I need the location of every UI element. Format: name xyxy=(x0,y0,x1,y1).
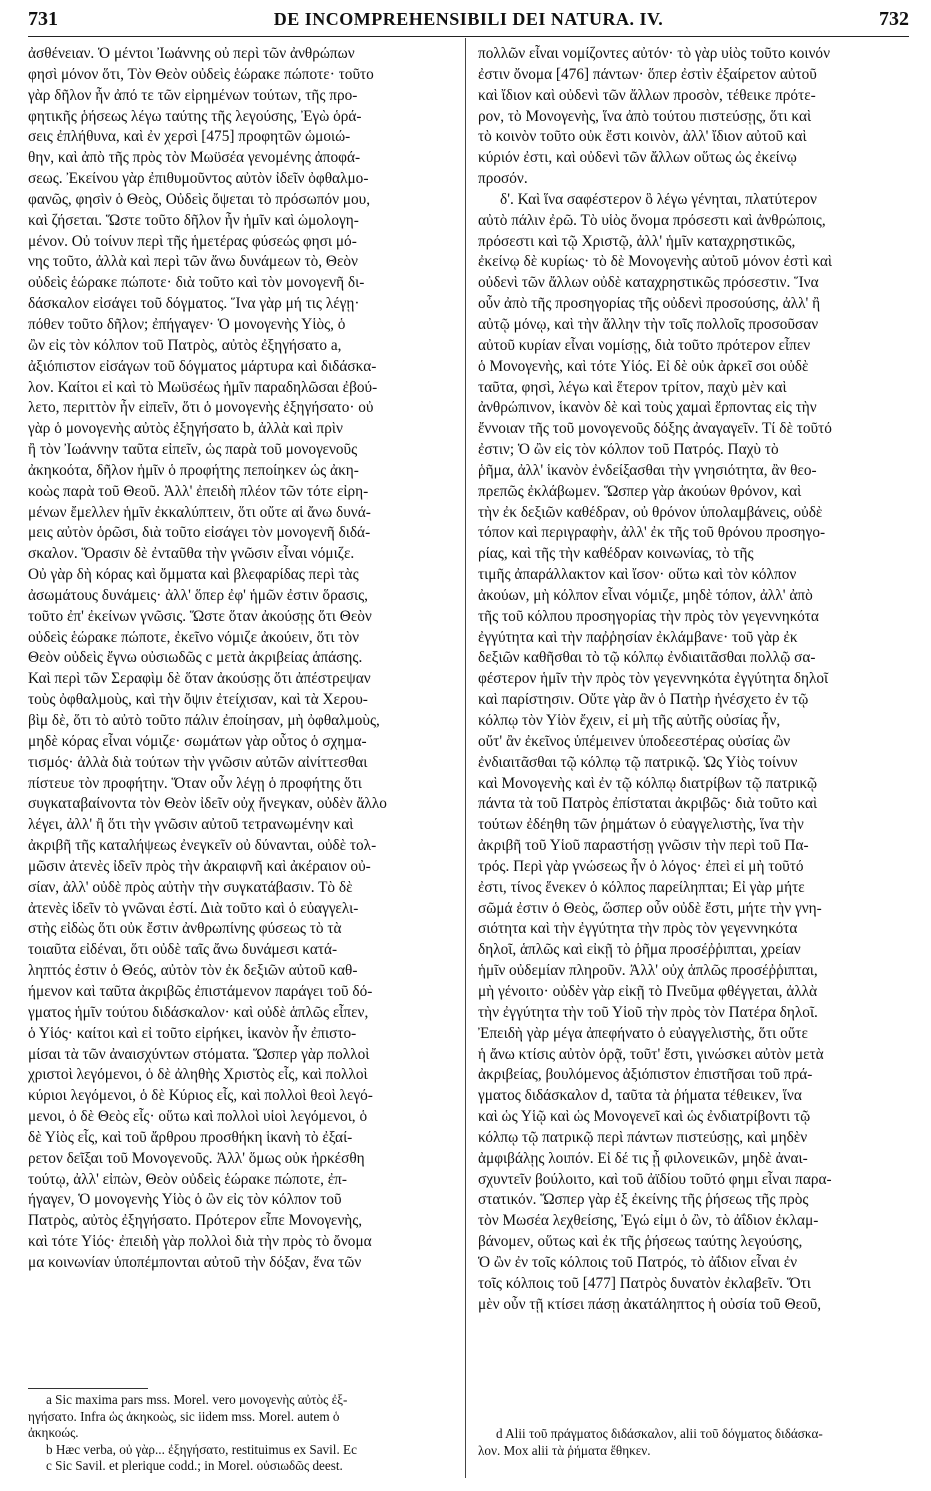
text-line: ἐγγύτητα καὶ τὴν παῤῥησίαν ἐκλάμβανε· τοῦ γὰρ ἐκ xyxy=(478,628,798,646)
text-line: οὔτ' ἂν ἐκεῖνος ὑπέμεινεν ὑποδεεστέρας οὐσίας ὢν xyxy=(478,732,791,750)
text-line: τούτων ἐδέηθη τῶν ῥημάτων ὁ εὐαγγελιστὴς, ἵνα τὴν xyxy=(478,816,804,834)
footnote-line: ηγήσατο. Infra ὡς ἀκηκοὼς, sic iidem mss. Morel. autem ὁ xyxy=(28,1408,340,1424)
text-line: τὸ κοινὸν τοῦτο οὐκ ἔστι κοινὸν, ἀλλ' ἴδιον αὐτοῦ καὶ xyxy=(478,128,807,146)
text-line: μένον. Οὐ τοίνυν περὶ τῆς ἡμετέρας φύσεώς φησι μό- xyxy=(28,232,357,250)
text-line: τοῦτο ἐπ' ἐκείνων γνῶσις. Ὥστε ὅταν ἀκούσῃς ὅτι Θεὸν xyxy=(28,607,372,625)
text-line: οὐδεὶς ἑώρακε πώποτε· διὰ τοῦτο καὶ τὸν μονογενῆ δι- xyxy=(28,274,365,292)
text-line: στὴς εἰδὼς ὅτι οὐκ ἔστιν ἀνθρωπίνης φύσεως τὸ τὰ xyxy=(28,920,342,938)
text-line: ἡμῖν οὐδεμίαν πληροῦν. Ἀλλ' οὐχ ἁπλῶς προσέῤῥιπται, xyxy=(478,962,818,980)
text-line: Οὐ γὰρ δὴ κόρας καὶ ὄμματα καὶ βλεφαρίδας περὶ τὰς xyxy=(28,566,359,584)
text-line: λέγει, ἀλλ' ἢ ὅτι τὴν γνῶσιν αὐτοῦ τετρανωμένην καὶ xyxy=(28,816,354,834)
text-line: ἔννοιαν τῆς τοῦ μονογενοῦς δόξης ἀναγαγεῖν. Τί δὲ τοῦτό xyxy=(478,420,832,438)
text-line: ἐστιν ὄνομα [476] πάντων· ὅπερ ἐστὶν ἐξαίρετον αὐτοῦ xyxy=(478,65,817,83)
text-line: νης τοῦτο, ἀλλὰ καὶ περὶ τῶν ἄνω δυνάμεων τὸ, Θεὸν xyxy=(28,253,358,271)
text-line: φησὶ μόνον ὅτι, Τὸν Θεὸν οὐδεὶς ἑώρακε πώποτε· τοῦτο xyxy=(28,65,374,83)
text-line: Θεὸν οὐδεὶς ἔγνω οὐσιωδῶς c μετὰ ἀκριβείας ἁπάσης. xyxy=(28,649,363,667)
text-line: πόθεν τοῦτο δῆλον; ἐπήγαγεν· Ὁ μονογενὴς Υἱὸς, ὁ xyxy=(28,315,346,333)
text-line: ἀκούων, μὴ κόλπον εἶναι νόμιζε, μηδὲ τόπον, ἀλλ' ἀπὸ xyxy=(478,586,813,604)
text-line: βάνομεν, οὕτως καὶ ἐκ τῆς ῥήσεως ταύτης λεγούσης, xyxy=(478,1233,803,1251)
page-number-right: 732 xyxy=(879,7,909,30)
text-line: ταῦτα, φησὶ, λέγω καὶ ἕτερον τρίτον, παχὺ μὲν καὶ xyxy=(478,378,787,396)
text-line: ἐκείνῳ δὲ κυρίως· τὸ δὲ Μονογενὴς αὐτοῦ μόνον ἐστὶ καὶ xyxy=(478,253,833,271)
text-line: δ'. Καὶ ἵνα σαφέστερον ὃ λέγω γένηται, πλατύτερον xyxy=(500,190,817,208)
text-line: ἀκηκοότα, δῆλον ἡμῖν ὁ προφήτης πεποίηκεν ὡς ἀκη- xyxy=(28,461,359,479)
text-line: δηλοῖ, ἁπλῶς καὶ εἰκῇ τὸ ῥῆμα προσέῤῥιπται, χρείαν xyxy=(478,941,801,959)
page-number-left: 731 xyxy=(28,7,58,30)
text-line: ἀκριβῆ τῆς καταλήψεως ἐνεγκεῖν οὐ δύνανται, οὐδὲ τολ- xyxy=(28,837,377,855)
text-line: Ἐπειδὴ γὰρ μέγα ἀπεφήνατο ὁ εὐαγγελιστὴς, ὅτι οὔτε xyxy=(478,1024,808,1042)
text-line: θην, καὶ ἀπὸ τῆς πρὸς τὸν Μωϋσέα γενομένης ἀποφά- xyxy=(28,149,361,167)
text-line: σῶμά ἐστιν ὁ Θεὸς, ὥσπερ οὖν οὐδὲ ἔστι, μήτε τὴν γνη- xyxy=(478,899,822,917)
footnote-line: b Hæc verba, οὐ γὰρ... ἐξηγήσατο, restituimus ex Savil. Ec xyxy=(46,1441,357,1457)
text-line: μηδὲ κόρας εἶναι νόμιζε· σωμάτων γὰρ οὗτος ὁ σχημα- xyxy=(28,732,367,750)
text-line: τοιαῦτα εἰδέναι, ὅτι οὐδὲ ταῖς ἄνω δυνάμεσι κατά- xyxy=(28,941,338,959)
text-line: Καὶ περὶ τῶν Σεραφὶμ δὲ ὅταν ἀκούσῃς ὅτι ἀπέστρεψαν xyxy=(28,670,371,688)
text-line: ῥῆμα, ἀλλ' ἱκανὸν ἐνδείξασθαι τὴν γνησιότητα, ἂν θεο- xyxy=(478,461,817,479)
text-line: μενοι, ὁ δὲ Θεὸς εἷς· οὕτω καὶ πολλοὶ υἱοὶ λεγόμενοι, ὁ xyxy=(28,1108,368,1126)
text-line: ἐστι, τίνος ἕνεκεν ὁ κόλπος παρείληπται; Εἰ γὰρ μήτε xyxy=(478,878,805,896)
text-line: τούτῳ, ἀλλ' εἰπὼν, Θεὸν οὐδεὶς ἑώρακε πώποτε, ἐπ- xyxy=(28,1170,347,1188)
text-line: κύριοι λεγόμενοι, ὁ δὲ Κύριος εἷς, καὶ πολλοὶ θεοὶ λεγό- xyxy=(28,1087,373,1105)
text-line: φανῶς, φησὶν ὁ Θεὸς, Οὐδεὶς ὄψεται τὸ πρόσωπόν μου, xyxy=(28,190,371,208)
text-line: ἀσωμάτους δυνάμεις· ἀλλ' ὅπερ ἐφ' ἡμῶν ἐστιν ὅρασις, xyxy=(28,586,368,604)
text-line: οὐδενὶ τῶν ἄλλων οὐδὲ καταχρηστικῶς πρόσεστιν. Ἵνα xyxy=(478,274,819,292)
text-line: γματος ἡμῖν τούτου διδάσκαλον· καὶ οὐδὲ ἁπλῶς εἶπεν, xyxy=(28,1003,369,1021)
text-line: φητικῆς ῥήσεως λέγω ταύτης τῆς λεγούσης, Ἐγὼ ὁρά- xyxy=(28,107,362,125)
header-rule xyxy=(28,36,909,37)
text-line: καὶ τότε Υἱός· ἐπειδὴ γὰρ πολλοὶ διὰ τὴν πρὸς τὸ ὄνομα xyxy=(28,1233,372,1251)
text-line: γὰρ δῆλον ἦν ἀπό τε τῶν εἰρημένων τούτων, τῆς προ- xyxy=(28,86,358,104)
text-line: φέστερον ἡμῖν τὴν πρὸς τὸν γεγεννηκότα ἐγγύτητα δηλοῖ xyxy=(478,670,829,688)
text-line: κόλπῳ τῷ πατρικῷ περὶ πάντων πιστεύσῃς, καὶ μηδὲν xyxy=(478,1128,808,1146)
text-line: μῶσιν ἀτενὲς ἰδεῖν πρὸς τὴν ἀκραιφνῆ καὶ ἀκέραιον οὐ- xyxy=(28,857,371,875)
text-line: μένων ἔμελλεν ἡμῖν ἐκκαλύπτειν, ὅτι οὔτε αἱ ἄνω δυνά- xyxy=(28,503,371,521)
text-line: βὶμ δὲ, ὅτι τὸ αὐτὸ τοῦτο πάλιν ἐποίησαν, μὴ ὀφθαλμοὺς, xyxy=(28,712,380,729)
text-line: Ὁ ὢν ἐν τοῖς κόλποις τοῦ Πατρός, τὸ ἀΐδιον εἶναι ἐν xyxy=(478,1253,798,1271)
text-line: ἢ τὸν Ἰωάννην ταῦτα εἰπεῖν, ὡς παρὰ τοῦ μονογενοῦς xyxy=(28,441,358,459)
text-line: ρετον δεῖξαι τοῦ Μονογενοῦς. Ἀλλ' ὅμως οὐκ ἠρκέσθη xyxy=(28,1149,365,1167)
text-line: κύριόν ἐστι, καὶ οὐδενὶ τῶν ἄλλων οὕτως ὡς ἐκείνῳ xyxy=(478,149,797,167)
text-line: ἀτενὲς ἰδεῖν τὸ γνῶναι ἐστί. Διὰ τοῦτο καὶ ὁ εὐαγγελι- xyxy=(28,899,359,917)
text-line: τὴν ἐγγύτητα τὴν τοῦ Υἱοῦ τὴν πρὸς τὸν Πατέρα δηλοῖ. xyxy=(478,1003,818,1021)
text-line: πάντα τὰ τοῦ Πατρὸς ἐπίσταται ἀκριβῶς· διὰ τοῦτο καὶ xyxy=(478,795,818,813)
text-line: δάσκαλον εἰσάγει τοῦ δόγματος. Ἵνα γὰρ μή τις λέγῃ· xyxy=(28,295,360,313)
text-line: τρός. Περὶ γὰρ γνώσεως ἦν ὁ λόγος· ἐπεὶ εἰ μὴ τοῦτό xyxy=(478,857,804,875)
right-column xyxy=(478,44,905,1315)
text-line: αὐτοῦ κυρίαν εἶναι νομίσῃς, διὰ τοῦτο πρότερον εἶπεν xyxy=(478,336,811,354)
footnote-line: c Sic Savil. et plerique codd.; in Morel. οὐσιωδῶς deest. xyxy=(46,1458,343,1473)
text-line: ἀξιόπιστον εἰσάγων τοῦ δόγματος μάρτυρα καὶ διδάσκα- xyxy=(28,357,377,375)
text-line: ἡ ἄνω κτίσις αὐτὸν ὁρᾷ, τοῦτ' ἔστι, γινώσκει αὐτὸν μετὰ xyxy=(478,1045,824,1063)
text-line: τῆς τοῦ κόλπου προσηγορίας τὴν πρὸς τὸν γεγεννηκότα xyxy=(478,607,819,625)
text-line: σίαν, ἀλλ' οὐδὲ πρὸς αὐτὴν τὴν συγκατάβασιν. Τὸ δὲ xyxy=(28,878,353,896)
text-line: ἀνθρώπινον, ἱκανὸν δὲ καὶ τοὺς χαμαὶ ἕρποντας εἰς τὴν xyxy=(478,399,817,417)
text-line: χριστοὶ λεγόμενοι, ὁ δὲ ἀληθὴς Χριστὸς εἷς, καὶ πολλοὶ xyxy=(28,1066,368,1084)
footnote-rule xyxy=(28,1388,148,1389)
text-line: καὶ παρίστησιν. Οὔτε γὰρ ἂν ὁ Πατὴρ ἠνέσχετο ἐν τῷ xyxy=(478,691,809,709)
text-line: τοῖς κόλποις τοῦ [477] Πατρὸς δυνατὸν ἐκλαβεῖν. Ὅτι xyxy=(478,1274,811,1292)
text-line: πολλῶν εἶναι νομίζοντες αὐτόν· τὸ γὰρ υἱὸς τοῦτο κοινόν xyxy=(478,45,830,62)
text-line: ἐνδιαιτᾶσθαι τῷ κόλπῳ τῷ πατρικῷ. Ὡς Υἱὸς τοίνυν xyxy=(478,753,798,771)
left-column xyxy=(28,44,455,1274)
running-header xyxy=(28,4,909,34)
text-line: κόλπῳ τὸν Υἱὸν ἔχειν, εἰ μὴ τῆς αὐτῆς οὐσίας ἦν, xyxy=(478,712,781,729)
text-line: ὢν εἰς τὸν κόλπον τοῦ Πατρὸς, αὐτὸς ἐξηγήσατο a, xyxy=(28,336,342,354)
text-line: μὴ γένοιτο· οὐδὲν γὰρ εἰκῇ τὸ Πνεῦμα φθέγγεται, ἀλλὰ xyxy=(478,982,818,1000)
text-line: ἀμφιβάλῃς λοιπόν. Εἰ δέ τις ᾖ φιλονεικῶν, μηδὲ ἀναι- xyxy=(478,1149,808,1167)
text-line: δεξιῶν καθῆσθαι τὸ τῷ κόλπῳ ἐνδιαιτᾶσθαι πολλῷ σα- xyxy=(478,649,816,667)
text-line: ρον, τὸ Μονογενὴς, ἵνα ἀπὸ τούτου πιστεύσῃς, ὅτι καὶ xyxy=(478,107,812,125)
text-line: σεως. Ἐκείνου γὰρ ἐπιθυμοῦντος αὐτὸν ἰδεῖν ὀφθαλμο- xyxy=(28,170,369,188)
text-line: ήγαγεν, Ὁ μονογενὴς Υἱὸς ὁ ὢν εἰς τὸν κόλπον τοῦ xyxy=(28,1191,342,1209)
text-line: καὶ Μονογενὴς καὶ ἐν τῷ κόλπῳ διατρίβων τῷ πατρικῷ xyxy=(478,774,818,792)
text-line: σκαλον. Ὅρασιν δὲ ἐνταῦθα τὴν γνῶσιν εἶναι νόμιζε. xyxy=(28,545,355,563)
text-line: ἐστιν; Ὁ ὢν εἰς τὸν κόλπον τοῦ Πατρός. Παχὺ τὸ xyxy=(478,441,779,459)
text-line: πίστευε τὸν προφήτην. Ὅταν οὖν λέγῃ ὁ προφήτης ὅτι xyxy=(28,774,362,792)
text-line: καὶ ἴδιον καὶ οὐδενὶ τῶν ἄλλων προσὸν, τέθεικε πρότε- xyxy=(478,86,816,104)
text-line: μεις αὐτὸν ὁρῶσι, διὰ τοῦτο εἰσάγει τὸν μονογενῆ διδά- xyxy=(28,524,371,542)
text-line: ήμενον καὶ ταῦτα ἀκριβῶς ἐπιστάμενον παράγει τοῦ δό- xyxy=(28,982,373,1000)
text-line: γματος διδάσκαλον d, ταῦτα τὰ ῥήματα τέθεικεν, ἵνα xyxy=(478,1087,802,1105)
text-line: οὐδεὶς ἑώρακε πώποτε, ἐκεῖνο νόμιζε ἀκούειν, ὅτι τὸν xyxy=(28,628,360,646)
text-line: ρίας, καὶ τῆς τὴν καθέδραν κοινωνίας, τὸ τῆς xyxy=(478,545,754,563)
text-line: ληπτός ἐστιν ὁ Θεός, αὐτὸν τὸν ἐκ δεξιῶν αὐτοῦ καθ- xyxy=(28,962,358,980)
text-line: τόπον καὶ περιγραφὴν, ἀλλ' ἐκ τῆς τοῦ θρόνου προσηγο- xyxy=(478,524,826,542)
text-line: αὐτὸ πάλιν ἐρῶ. Τὸ υἱὸς ὄνομα πρόσεστι καὶ ἀνθρώποις, xyxy=(478,211,826,229)
text-line: μα κοινωνίαν ὑποπέμπονται αὐτοῦ τὴν δόξαν, ἕνα τῶν xyxy=(28,1253,362,1271)
text-line: τὴν ἐκ δεξιῶν καθέδραν, οὐ θρόνον ὑπολαμβάνεις, οὐδὲ xyxy=(478,503,823,521)
text-line: πρεπῶς ἐκλάβωμεν. Ὥσπερ γὰρ ἀκούων θρόνον, καὶ xyxy=(478,482,802,500)
footnote-line: ἀκηκοώς. xyxy=(28,1425,79,1440)
text-line: πρόσεστι καὶ τῷ Χριστῷ, ἀλλ' ἡμῖν καταχρηστικῶς, xyxy=(478,232,796,250)
text-line: σιότητα καὶ τὴν ἐγγύτητα τὴν πρὸς τὸν γεγεννηκότα xyxy=(478,920,798,938)
left-footnotes xyxy=(28,1388,458,1475)
text-line: αὐτῷ μόνῳ, καὶ τὴν ἄλλην τὴν τοῖς πολλοῖς προσοῦσαν xyxy=(478,315,819,333)
text-line: ὁ Υἱός· καίτοι καὶ εἰ τοῦτο εἰρήκει, ἱκανὸν ἦν ἐπιστο- xyxy=(28,1024,357,1042)
text-line: κοὼς παρὰ τοῦ Θεοῦ. Ἀλλ' ἐπειδὴ πλέον τῶν τότε εἰρη- xyxy=(28,482,369,500)
text-line: σχυντεῖν βούλοιτο, καὶ τοῦ ἀϊδίου τοῦτό φημι εἶναι παρα- xyxy=(478,1170,832,1188)
text-line: τὸν Μωσέα λεχθείσης, Ἐγώ εἰμι ὁ ὢν, τὸ ἀΐδιον ἐκλαμ- xyxy=(478,1212,819,1230)
text-line: ἀσθένειαν. Ὁ μέντοι Ἰωάννης οὐ περὶ τῶν ἀνθρώπων xyxy=(28,45,355,62)
text-line: μὲν οὖν τῇ κτίσει πάσῃ ἀκατάληπτος ἡ οὐσία τοῦ Θεοῦ, xyxy=(478,1295,822,1313)
text-line: λετο, περιττὸν ἦν εἰπεῖν, ὅτι ὁ μονογενὴς ἐξηγήσατο· οὐ xyxy=(28,399,374,417)
footnote-line: a Sic maxima pars mss. Morel. vero μονογενὴς αὐτὸς ἐξ- xyxy=(46,1392,348,1407)
column-divider xyxy=(465,38,466,1478)
text-line: προσόν. xyxy=(478,170,528,188)
text-line: στατικόν. Ὥσπερ γὰρ ἐξ ἐκείνης τῆς ῥήσεως τῆς πρὸς xyxy=(478,1191,809,1209)
text-line: τοὺς ὀφθαλμοὺς, καὶ τὴν ὄψιν ἐτείχισαν, καὶ τὰ Χερου- xyxy=(28,691,368,709)
text-line: Πατρὸς, αὐτὸς ἐξηγήσατο. Πρότερον εἶπε Μονογενὴς, xyxy=(28,1212,363,1230)
text-line: λον. Καίτοι εἰ καὶ τὸ Μωϋσέως ἡμῖν παραδηλῶσαι ἐβού- xyxy=(28,378,378,396)
text-line: καὶ ὡς Υἱῷ καὶ ὡς Μονογενεῖ καὶ ὡς ἐνδιατρίβοντι τῷ xyxy=(478,1108,811,1126)
text-line: λον. Mox alii τὰ ῥήματα ἔθηκεν. xyxy=(478,1442,651,1458)
text-line: d Alii τοῦ πράγματος διδάσκαλον, alii τοῦ δόγματος διδάσκα- xyxy=(496,1426,823,1441)
text-line: ὁ Μονογενὴς, καὶ τότε Υἱός. Εἰ δὲ οὐκ ἀρκεῖ σοι οὐδὲ xyxy=(478,357,809,375)
text-line: σεις ἐπλήθυνα, καὶ ἐν χερσὶ [475] προφητῶν ὡμοιώ- xyxy=(28,128,351,146)
text-line: γὰρ ὁ μονογενὴς αὐτὸς ἐξηγήσατο b, ἀλλὰ καὶ πρὶν xyxy=(28,420,343,438)
text-line: ἀκριβείας, βουλόμενος ἀξιόπιστον ἐπιστῆσαι τοῦ πρά- xyxy=(478,1066,813,1084)
text-line: καὶ ζήσεται. Ὥστε τοῦτο δῆλον ἦν ἡμῖν καὶ ὡμολογη- xyxy=(28,211,359,229)
text-line: μίσαι τὰ τῶν ἀναισχύντων στόματα. Ὥσπερ γὰρ πολλοὶ xyxy=(28,1045,370,1063)
text-line: τισμός· ἀλλὰ διὰ τούτων τὴν γνῶσιν αὐτῶν αἰνίττεσθαι xyxy=(28,753,368,771)
text-line: οὖν ἀπὸ τῆς προσηγορίας τῆς οὐδενὶ προσούσης, ἀλλ' ἢ xyxy=(478,295,821,313)
right-footnotes xyxy=(478,1426,905,1459)
text-line: συγκαταβαίνοντα τὸν Θεὸν ἰδεῖν οὐχ ἤνεγκαν, οὐδὲν ἄλλο xyxy=(28,795,387,813)
text-line: δὲ Υἱὸς εἷς, καὶ τοῦ ἄρθρου προσθήκη ἱκανὴ τὸ ἐξαί- xyxy=(28,1128,353,1146)
running-title: DE INCOMPREHENSIBILI DEI NATURA. IV. xyxy=(273,8,664,29)
text-line: ἀκριβῆ τοῦ Υἱοῦ παραστήσῃ γνῶσιν τὴν περὶ τοῦ Πα- xyxy=(478,837,809,855)
text-line: τιμῆς ἀπαράλλακτον καὶ ἴσον· οὕτω καὶ τὸν κόλπον xyxy=(478,566,797,584)
